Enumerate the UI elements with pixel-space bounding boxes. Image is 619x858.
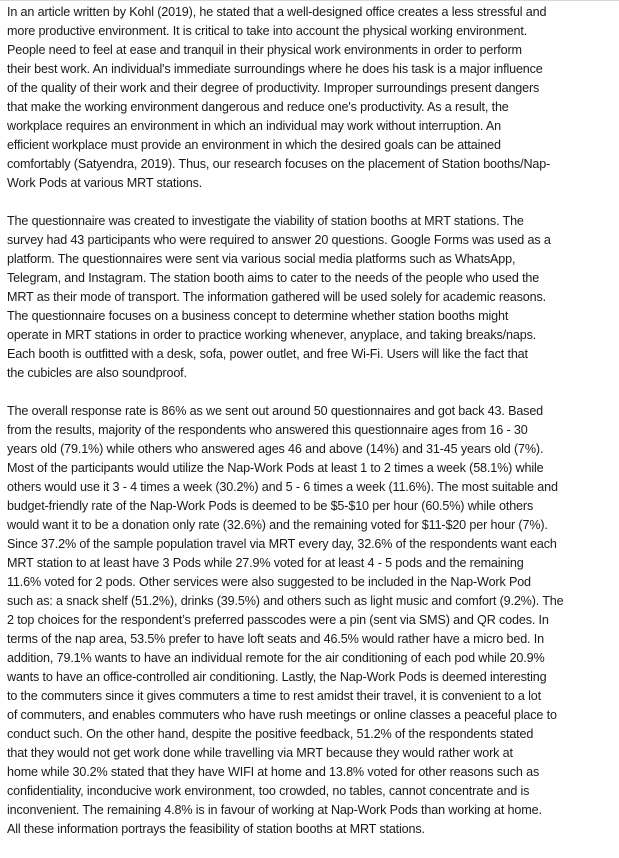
text-line: All these information portrays the feasibility of station booths at MRT stations. — [7, 822, 425, 836]
document-body — [7, 3, 619, 858]
text-line: MRT station to at least have 3 Pods while 27.9% voted for at least 4 - 5 pods and the remaining — [7, 556, 524, 570]
text-line: platform. The questionnaires were sent via various social media platforms such as WhatsApp, — [7, 252, 516, 266]
text-line: Since 37.2% of the sample population travel via MRT every day, 32.6% of the respondents want each — [7, 537, 557, 551]
text-line: Each booth is outfitted with a desk, sofa, power outlet, and free Wi-Fi. Users will like the fact that — [7, 347, 528, 361]
text-line: People need to feel at ease and tranquil in their physical work environments in order to perform — [7, 43, 522, 57]
paragraph — [7, 212, 619, 383]
text-line: comfortably (Satyendra, 2019). Thus, our research focuses on the placement of Station booths/Nap- — [7, 157, 551, 171]
text-line: more productive environment. It is critical to take into account the physical working environment. — [7, 24, 528, 38]
text-line: home while 30.2% stated that they have WIFI at home and 13.8% voted for other reasons such as — [7, 765, 540, 779]
text-line: efficient workplace must provide an environment in which the desired goals can be attained — [7, 138, 501, 152]
text-line: Telegram, and Instagram. The station booth aims to cater to the needs of the people who used the — [7, 271, 540, 285]
text-line: Work Pods at various MRT stations. — [7, 176, 203, 190]
text-line: The questionnaire focuses on a business concept to determine whether station booths might — [7, 309, 509, 323]
text-line: In an article written by Kohl (2019), he stated that a well-designed office creates a less stressful and — [7, 5, 547, 19]
text-line: to the commuters since it gives commuters a time to rest amidst their travel, it is convenient to a lot — [7, 689, 541, 703]
text-line: others would use it 3 - 4 times a week (30.2%) and 5 - 6 times a week (11.6%). The most suitable and — [7, 480, 558, 494]
text-line: 11.6% voted for 2 pods. Other services were also suggested to be included in the Nap-Work Pod — [7, 575, 531, 589]
paragraph — [7, 3, 619, 193]
text-line: MRT as their mode of transport. The information gathered will be used solely for academic reasons. — [7, 290, 547, 304]
text-line: wants to have an office-controlled air conditioning. Lastly, the Nap-Work Pods is deemed interesting — [7, 670, 547, 684]
text-line: would want it to be a donation only rate (32.6%) and the remaining voted for $11-$20 per hour (7%). — [7, 518, 548, 532]
text-line: from the results, majority of the respondents who answered this questionnaire ages from 16 - 30 — [7, 423, 528, 437]
text-line: 2 top choices for the respondent’s preferred passcodes were a pin (sent via SMS) and QR codes. In — [7, 613, 549, 627]
text-line: confidentiality, inconducive work environment, too crowded, no tables, cannot concentrate and is — [7, 784, 530, 798]
text-line: such as: a snack shelf (51.2%), drinks (39.5%) and others such as light music and comfort (9.2%). The — [7, 594, 564, 608]
text-line: the cubicles are also soundproof. — [7, 366, 187, 380]
paragraph — [7, 402, 619, 839]
text-line: that make the working environment dangerous and reduce one's productivity. As a result, the — [7, 100, 509, 114]
text-line: that they would not get work done while travelling via MRT because they would rather work at — [7, 746, 513, 760]
text-line: of commuters, and enables commuters who have rush meetings or online classes a peaceful place to — [7, 708, 557, 722]
text-line: their best work. An individual's immediate surroundings where he does his task is a major influence — [7, 62, 543, 76]
text-line: The overall response rate is 86% as we sent out around 50 questionnaires and got back 43. Based — [7, 404, 544, 418]
text-line: The questionnaire was created to investigate the viability of station booths at MRT stations. The — [7, 214, 524, 228]
text-line: survey had 43 participants who were required to answer 20 questions. Google Forms was used as a — [7, 233, 551, 247]
text-line: inconvenient. The remaining 4.8% is in favour of working at Nap-Work Pods than working at home. — [7, 803, 542, 817]
text-line: operate in MRT stations in order to practice working whenever, anyplace, and taking breaks/naps. — [7, 328, 537, 342]
text-line: years old (79.1%) while others who answered ages 46 and above (14%) and 31-45 years old (7%). — [7, 442, 544, 456]
text-line: terms of the nap area, 53.5% prefer to have loft seats and 46.5% would rather have a micro bed. In — [7, 632, 544, 646]
text-line: addition, 79.1% wants to have an individual remote for the air conditioning of each pod while 20.9% — [7, 651, 545, 665]
text-line: workplace requires an environment in which an individual may work without interruption. An — [7, 119, 502, 133]
text-line: of the quality of their work and their degree of productivity. Improper surroundings present dangers — [7, 81, 540, 95]
text-line: conduct such. On the other hand, despite the positive feedback, 51.2% of the respondents stated — [7, 727, 534, 741]
text-line: Most of the participants would utilize the Nap-Work Pods at least 1 to 2 times a week (58.1%) while — [7, 461, 544, 475]
text-line: budget-friendly rate of the Nap-Work Pods is deemed to be $5-$10 per hour (60.5%) while others — [7, 499, 534, 513]
